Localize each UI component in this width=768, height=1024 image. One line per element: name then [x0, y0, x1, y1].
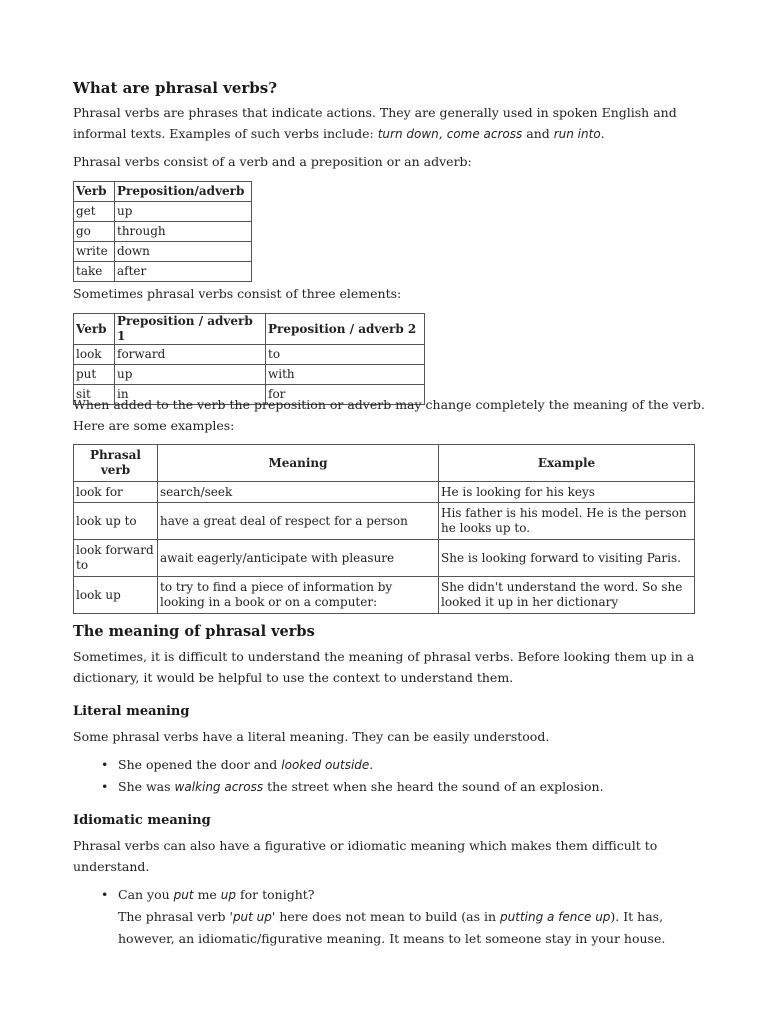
heading-idiomatic-meaning: Idiomatic meaning [73, 813, 211, 828]
table-row: write down [74, 242, 252, 262]
table-row: look forward to [74, 345, 425, 365]
idiomatic-examples-list [73, 884, 713, 949]
heading-literal-meaning: Literal meaning [73, 704, 190, 719]
heading-what-are-phrasal-verbs: What are phrasal verbs? [73, 79, 277, 97]
table-row: put up with [74, 365, 425, 385]
table-header-row [74, 182, 252, 202]
header-prep-adverb-1: Preposition / adverb 1 [115, 314, 266, 345]
table-header-row [74, 314, 425, 345]
table-row: look up to try to find a piece of information by looking in a book or on a computer: She didn't understand the word. So she looked it up in her dictionary [74, 577, 695, 614]
examples-table [73, 444, 695, 614]
header-verb: Verb [74, 314, 115, 345]
header-meaning: Meaning [158, 445, 439, 482]
literal-paragraph: Some phrasal verbs have a literal meaning. They can be easily understood. [73, 729, 550, 744]
intro-line-1: Phrasal verbs are phrases that indicate actions. They are generally used in spoken English and [73, 105, 677, 120]
heading-meaning-of-phrasal-verbs: The meaning of phrasal verbs [73, 623, 315, 640]
list-item: • Can you put me up for tonight? The phrasal verb 'put up' here does not mean to build (as in putting a fence up). It has, however, an idiomatic/figurative meaning. It means to let someone stay in your house. [73, 884, 713, 949]
verb-preposition-table [73, 181, 252, 282]
table-row: go through [74, 222, 252, 242]
header-example: Example [439, 445, 695, 482]
table-row: take after [74, 262, 252, 282]
idiomatic-paragraph: Phrasal verbs can also have a figurative or idiomatic meaning which makes them difficult to understand. [73, 838, 658, 874]
list-item: • She was walking across the street when she heard the sound of an explosion. [73, 776, 713, 798]
bullet-icon: • [101, 779, 109, 794]
meaning-paragraph: Sometimes, it is difficult to understand the meaning of phrasal verbs. Before looking them up in a dictionary, it would be helpful to use the context to understand them. [73, 649, 695, 685]
example-come-across: come across [446, 127, 523, 141]
intro-line-2: informal texts. Examples of such verbs include: [73, 126, 378, 141]
table-row: look forward to await eagerly/anticipate with pleasure She is looking forward to visiting Paris. [74, 540, 695, 577]
list-item: • She opened the door and looked outside. [73, 754, 713, 776]
consist-paragraph: Phrasal verbs consist of a verb and a preposition or an adverb: [73, 154, 472, 169]
example-run-into: run into [553, 127, 601, 141]
three-element-table [73, 313, 425, 405]
header-prep-adverb-2: Preposition / adverb 2 [266, 314, 425, 345]
header-preposition-adverb: Preposition/adverb [115, 182, 252, 202]
intro-paragraph: Phrasal verbs are phrases that indicate actions. They are generally used in spoken English and informal texts. Examples of such verbs include: turn down, come across and run into. [73, 105, 677, 141]
three-elements-paragraph: Sometimes phrasal verbs consist of three elements: [73, 286, 402, 301]
bullet-icon: • [101, 757, 109, 772]
header-phrasal-verb: Phrasal verb [74, 445, 158, 482]
change-paragraph: When added to the verb the preposition or adverb may change completely the meaning of the verb. Here are some examples: [73, 397, 705, 433]
table-row: look up to have a great deal of respect for a person His father is his model. He is the person he looks up to. [74, 503, 695, 540]
literal-examples-list [73, 754, 713, 798]
table-row: sit in for [74, 385, 425, 405]
header-verb: Verb [74, 182, 115, 202]
table-row: look for search/seek He is looking for his keys [74, 482, 695, 503]
bullet-icon: • [101, 887, 109, 902]
table-header-row [74, 445, 695, 482]
example-turn-down: turn down [377, 127, 439, 141]
table-row: get up [74, 202, 252, 222]
